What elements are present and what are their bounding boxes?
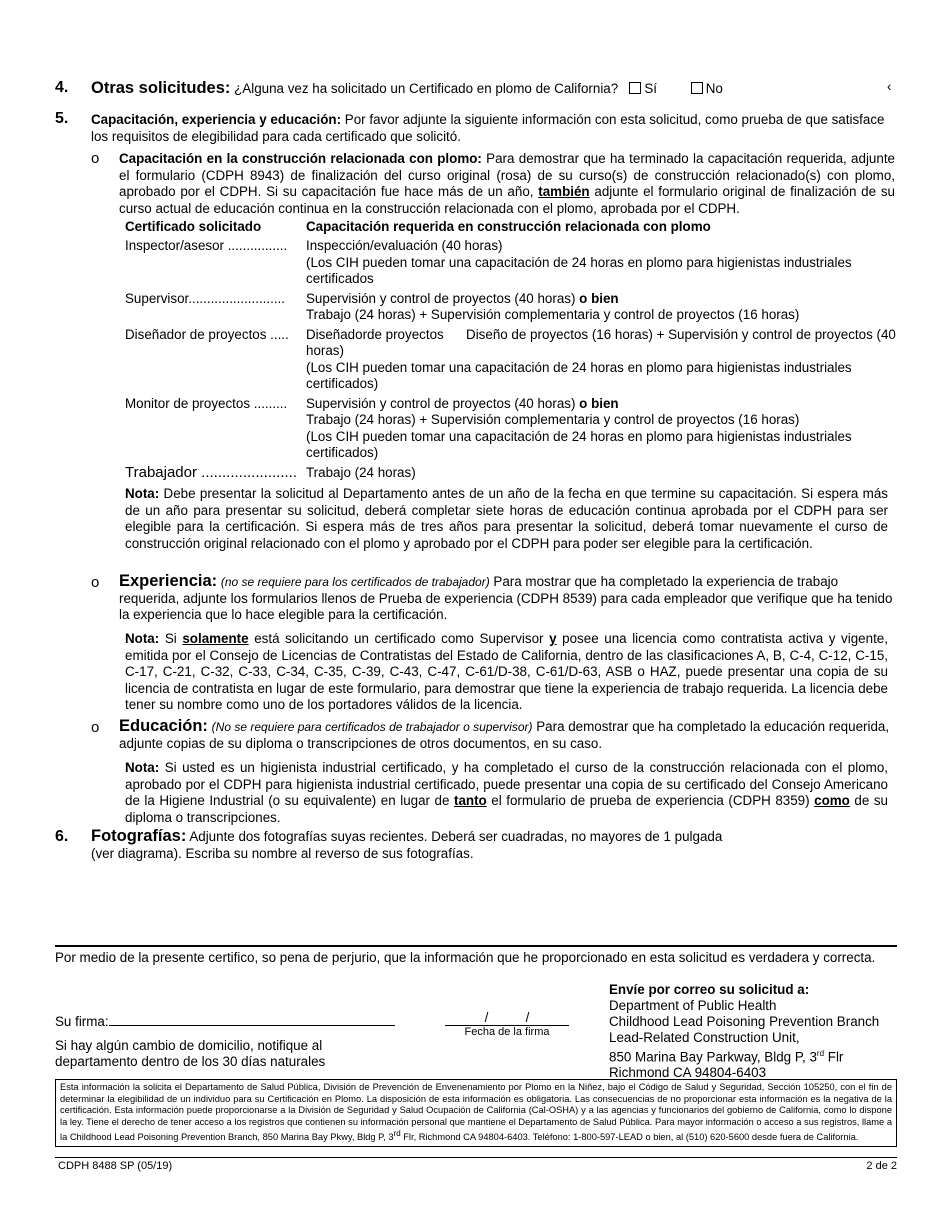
section-title: Fotografías: xyxy=(91,827,187,845)
table-row: Supervisor.......................... Supervisión y control de proyectos (40 horas) o bien Trabajo (24 horas) + Supervisión complementaria y control de proyectos (16 horas) xyxy=(125,290,800,322)
training-note: Nota: Debe presentar la solicitud al Departamento antes de un año de la fecha en que termine su capacitación. Si espera más de un año para presentar su solicitud, deberá completar siete horas de educación continua aprobada por el CDPH para ser elegible para la certificación. Si espera más de tres años para presentar la solicitud, deberá tomar nuevamente el curso de construcción original relacionado con el plomo y aprobado por el CDPH para poder ser elegible para la certificación. xyxy=(125,486,888,551)
section-6-number: 6. xyxy=(55,828,69,845)
col-header: Certificado solicitado xyxy=(125,219,262,234)
education-paragraph: Educación: (No se requiere para certificados de trabajador o supervisor) Para demostrar que ha completado la educación requerida, adjunte copias de su diploma o transcripciones de otros documentos, en su caso. xyxy=(119,717,890,751)
education-note: Nota: Si usted es un higienista industrial certificado, y ha completado el curso de la construcción relacionada con el plomo, aprobado por el CDPH para higienista industrial certificado, puede presentar una copia de su certificado del Consejo Americano de la Higiene Industrial (o su equivalente) en lugar de tanto el formulario de prueba de experiencia (CDPH 8359) como de su diploma o transcripciones. xyxy=(125,760,888,825)
page-number: 2 de 2 xyxy=(866,1160,897,1172)
table-row: Inspector/asesor ................ Inspección/evaluación (40 horas) (Los CIH pueden tomar una capacitación de 24 horas en plomo para higienistas industriales certificados xyxy=(125,238,852,286)
divider xyxy=(55,945,897,947)
certification-statement: Por medio de la presente certifico, so pena de perjurio, que la información que he proporcionado en esta solicitud es verdadera y correcta. xyxy=(55,950,876,965)
mailing-address: Envíe por correo su solicitud a: Department of Public Health Childhood Lead Poisoning Prevention Branch Lead-Related Construction Unit, 850 Marina Bay Parkway, Bldg P, 3rd Flr Richmond CA 94804-6403 xyxy=(609,982,909,1081)
section-title: Otras solicitudes: xyxy=(91,79,231,97)
address-change-note: Si hay algún cambio de domicilio, notifique al departamento dentro de los 30 días naturales xyxy=(55,1038,326,1069)
experience-note: Nota: Si solamente está solicitando un certificado como Supervisor y posee una licencia como contratista activa y vigente, emitida por el Consejo de Licencias de Contratistas del Estado de California, dentro de las clasificaciones A, B, C-4, C-12, C-15, C-17, C-21, C-32, C-33, C-34, C-35, C-39, C-43, C-47, C-61/D-38, C-61/D-63, ASB o HAZ, puede presentar una copia de su licencia de contratista en lugar de este formulario, para demostrar que tiene la experiencia de trabajo requerida. La licencia debe tener su nombre como uno de los portadores válidos de la licencia. xyxy=(125,631,888,712)
no-label: No xyxy=(705,81,723,96)
experience-paragraph: Experiencia: (no se requiere para los certificados de trabajador) Para mostrar que ha completado la experiencia de trabajo requerida, adjunte los formularios llenos de Prueba de experiencia (CDPH 8539) para cada empleador que verifique que ha tenido la experiencia que lo hace elegible para la certificación. xyxy=(119,572,893,622)
privacy-notice: Esta información la solicita el Departamento de Salud Pública, División de Prevención de Envenenamiento por Plomo en la Niñez, bajo el Código de Salud y Seguridad, Sección 105250, con el fin de determinar la elegibilidad de un individuo para su Certificación en Plomo. La disposición de esta información es obligatoria. Las consecuencias de no proporcionar esta información es la negativa de la certificación. Esta información puede proporcionarse a la División de Seguridad y Salud Ocupación de California (Cal-OSHA) y a las agencias y funcionarios del gobierno de California, como lo dispone la ley. Tiene el derecho de tener acceso a los registros que contienen su información personal que mantiene el Departamento de Salud Pública. Para mayor información o acceso a sus registros, llame a la Childhood Lead Poisoning Prevention Branch, 850 Marina Bay Pkwy, Bldg P, 3rd Flr, Richmond CA 94804-6403. Teléfono: 1-800-597-LEAD o bien, al (510) 620-5600 desde fuera de California. xyxy=(55,1079,897,1147)
yes-label: Sí xyxy=(644,81,658,96)
bullet: o xyxy=(91,719,100,736)
continuation-mark: ‹ xyxy=(887,79,892,94)
signature-row xyxy=(55,1010,395,1029)
yes-checkbox[interactable] xyxy=(629,82,641,94)
training-title: Capacitación en la construcción relacionada con plomo: xyxy=(119,151,482,166)
section-6: Fotografías: Adjunte dos fotografías suyas recientes. Deberá ser cuadradas, no mayores de 1 pulgada (ver diagrama). Escriba su nombre al reverso de sus fotografías. xyxy=(91,827,723,861)
section-number: 4. xyxy=(55,79,69,96)
training-paragraph: Capacitación en la construcción relacionada con plomo: Para demostrar que ha terminado la capacitación requerida, adjunte el formulario (CDPH 8943) de finalización del curso original (rosa) de su curso(s) de construcción relacionado(s) con plomo, aprobado por el CDPH. Si su capacitación fue hace más de un año, también adjunte el formulario original de finalización de su curso actual de educación continua en la construcción relacionada con el plomo, aprobada por el CDPH. xyxy=(119,151,895,216)
signature-field[interactable] xyxy=(109,1010,395,1026)
table-row: Trabajador ....................... Trabajo (24 horas) xyxy=(125,463,416,481)
training-table xyxy=(125,219,900,481)
table-row: Diseñador de proyectos ..... Diseñadorde proyectos Diseño de proyectos (16 horas) + Supervisión y control de proyectos (40 horas) (Los CIH pueden tomar una capacitación de 24 horas en plomo para higienistas industriales certificados) xyxy=(125,326,900,391)
footer-divider xyxy=(55,1157,897,1158)
mail-title: Envíe por correo su solicitud a: xyxy=(609,982,810,997)
question-text: ¿Alguna vez ha solicitado un Certificado en plomo de California? xyxy=(234,81,619,96)
section-5-number: 5. xyxy=(55,110,69,127)
education-title: Educación: xyxy=(119,717,208,735)
experience-title: Experiencia: xyxy=(119,572,218,590)
form-id: CDPH 8488 SP (05/19) xyxy=(58,1160,173,1172)
table-row: Monitor de proyectos ......... Supervisión y control de proyectos (40 horas) o bien Trabajo (24 horas) + Supervisión complementaria y control de proyectos (16 horas) (Los CIH pueden tomar una capacitación de 24 horas en plomo para higienistas industriales certificados) xyxy=(125,395,852,460)
bullet: o xyxy=(91,574,100,591)
col-header: Capacitación requerida en construcción relacionada con plomo xyxy=(306,219,711,234)
section-4 xyxy=(55,79,915,97)
section-5-intro: Capacitación, experiencia y educación: Por favor adjunte la siguiente información con esta solicitud, como prueba de que satisface los requisitos de elegibilidad para cada certificado que solicitó. xyxy=(91,112,885,144)
bullet: o xyxy=(91,150,100,167)
section-title: Capacitación, experiencia y educación: xyxy=(91,112,342,127)
date-label: Fecha de la firma xyxy=(464,1026,550,1038)
signature-label: Su firma: xyxy=(55,1014,109,1029)
no-checkbox[interactable] xyxy=(691,82,703,94)
date-field[interactable]: / / xyxy=(445,1010,569,1026)
